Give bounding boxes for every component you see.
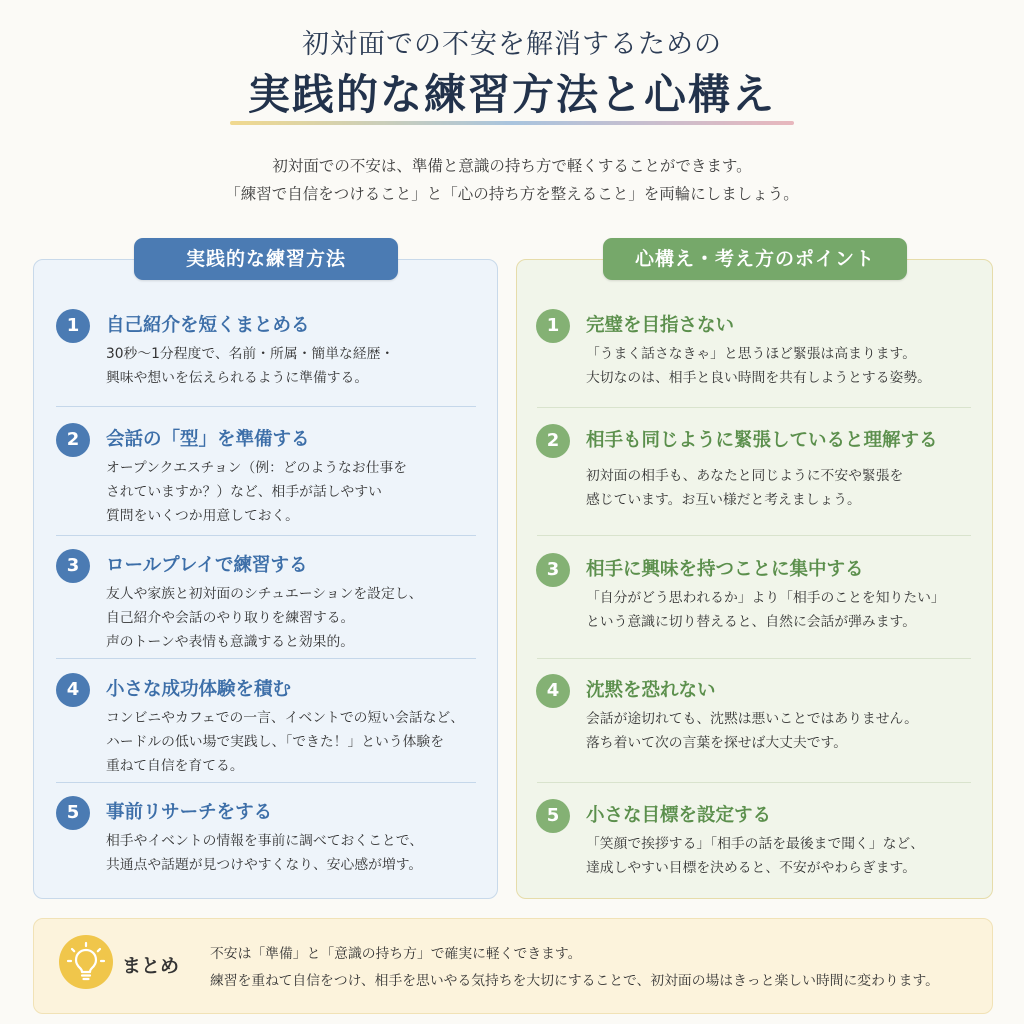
number-badge: 3 <box>536 553 570 587</box>
desc-line: 初対面の相手も、あなたと同じように不安や緊張を <box>586 468 904 484</box>
divider <box>56 535 476 536</box>
desc-line: コンビニやカフェでの一言、イベントでの短い会話など、 <box>106 710 465 726</box>
desc-line: 「笑顔で挨拶する」「相手の話を最後まで聞く」など、 <box>586 836 925 852</box>
lightbulb-icon <box>59 935 113 989</box>
desc-line: 相手やイベントの情報を事前に調べておくことで、 <box>106 833 424 849</box>
item-title: 事前リサーチをする <box>106 802 273 823</box>
number-badge: 1 <box>536 309 570 343</box>
desc-line: 感じています。お互い様だと考えましょう。 <box>586 492 861 508</box>
item-title: 相手も同じように緊張していると理解する <box>586 430 938 451</box>
desc-line: という意識に切り替えると、自然に会話が弾みます。 <box>586 614 917 630</box>
desc-line: 大切なのは、相手と良い時間を共有しようとする姿勢。 <box>586 370 931 386</box>
desc-line: 自己紹介や会話のやり取りを練習する。 <box>106 610 355 626</box>
desc-line: ハードルの低い場で実践し、「できた！」という体験を <box>106 734 445 750</box>
desc-line: 達成しやすい目標を決めると、不安がやわらぎます。 <box>586 860 917 876</box>
item-description <box>586 707 918 755</box>
intro-text <box>0 152 1024 208</box>
divider <box>56 406 476 407</box>
desc-line: 共通点や話題が見つけやすくなり、安心感が増す。 <box>106 857 423 873</box>
item-description <box>586 464 903 512</box>
title-line-1: 初対面での不安を解消するための <box>302 29 722 60</box>
item-description <box>106 456 407 528</box>
item-description <box>586 586 945 634</box>
number-badge: 2 <box>56 423 90 457</box>
divider <box>56 658 476 659</box>
item-title: 小さな目標を設定する <box>586 805 772 826</box>
item-title: 小さな成功体験を積む <box>106 679 292 700</box>
number-badge: 4 <box>536 674 570 708</box>
divider <box>537 407 971 408</box>
item-description <box>106 706 464 778</box>
item-title: ロールプレイで練習する <box>106 555 308 576</box>
number-badge: 3 <box>56 549 90 583</box>
item-title: 会話の「型」を準備する <box>106 429 310 450</box>
desc-line: 友人や家族と初対面のシチュエーションを設定し、 <box>106 586 423 602</box>
desc-line: 会話が途切れても、沈黙は悪いことではありません。 <box>586 711 918 727</box>
summary-text <box>210 941 939 995</box>
number-badge: 5 <box>56 796 90 830</box>
desc-line: されていますか？）など、相手が話しやすい <box>106 484 382 500</box>
summary-label: まとめ <box>122 955 180 977</box>
item-description <box>106 342 394 390</box>
number-badge: 4 <box>56 673 90 707</box>
desc-line: 「うまく話さなきゃ」と思うほど緊張は高まります。 <box>586 346 917 362</box>
divider <box>537 658 971 659</box>
divider <box>537 782 971 783</box>
item-description <box>106 829 423 877</box>
desc-line: 声のトーンや表情も意識すると効果的。 <box>106 634 355 650</box>
item-title: 自己紹介を短くまとめる <box>106 315 310 336</box>
item-description <box>106 582 422 654</box>
desc-line: 落ち着いて次の言葉を探せば大丈夫です。 <box>586 735 848 751</box>
summary-line-2: 練習を重ねて自信をつけ、相手を思いやる気持ちを大切にすることで、初対面の場はきっと楽しい時間に変わります。 <box>210 973 939 989</box>
item-title: 沈黙を恐れない <box>586 680 716 701</box>
desc-line: 興味や想いを伝えられるように準備する。 <box>106 370 369 386</box>
desc-line: 30秒〜1分程度で、名前・所属・簡単な経歴・ <box>106 346 395 362</box>
divider <box>537 535 971 536</box>
item-title: 相手に興味を持つことに集中する <box>586 559 864 580</box>
number-badge: 5 <box>536 799 570 833</box>
desc-line: 「自分がどう思われるか」より「相手のことを知りたい」 <box>586 590 945 606</box>
summary-line-1: 不安は「準備」と「意識の持ち方」で確実に軽くできます。 <box>210 946 582 962</box>
item-description <box>586 342 931 390</box>
intro-line-2: 「練習で自信をつけること」と「心の持ち方を整えること」を両輪にしましょう。 <box>225 185 799 203</box>
item-description <box>586 832 924 880</box>
desc-line: 質問をいくつか用意しておく。 <box>106 508 299 524</box>
title-underline <box>230 121 794 125</box>
title-line-2: 実践的な練習方法と心構え <box>247 70 776 119</box>
divider <box>56 782 476 783</box>
desc-line: 重ねて自信を育てる。 <box>106 758 244 774</box>
intro-line-1: 初対面での不安は、準備と意識の持ち方で軽くすることができます。 <box>272 157 752 175</box>
number-badge: 2 <box>536 424 570 458</box>
desc-line: オープンクエスチョン（例：どのようなお仕事を <box>106 460 408 476</box>
item-title: 完璧を目指さない <box>586 315 735 336</box>
practice-methods-label: 実践的な練習方法 <box>134 238 398 280</box>
mindset-label: 心構え・考え方のポイント <box>603 238 907 280</box>
number-badge: 1 <box>56 309 90 343</box>
